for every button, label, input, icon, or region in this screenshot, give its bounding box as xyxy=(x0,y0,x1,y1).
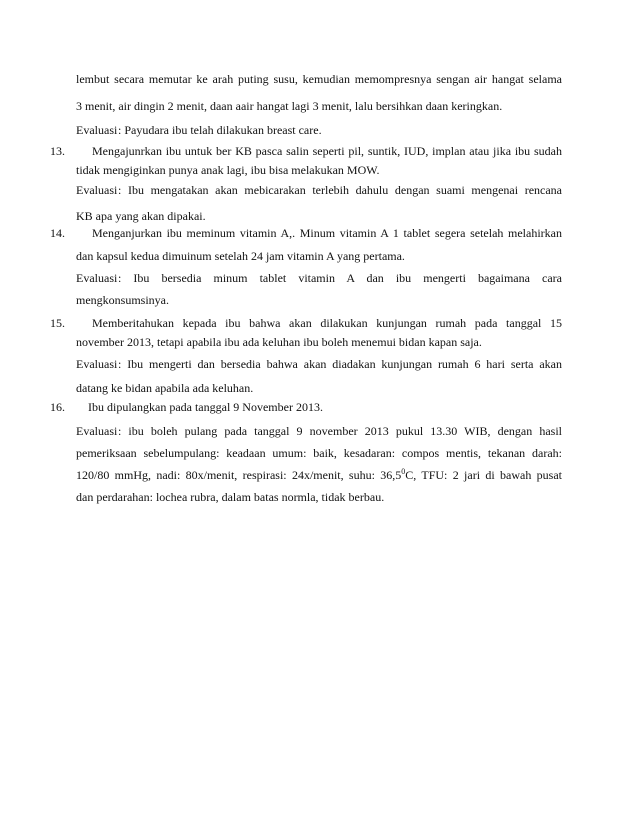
evaluasi-text: : Ibu mengerti dan bersedia bahwa akan diadakan kunjungan rumah 6 hari serta akan xyxy=(118,357,562,371)
body-line: november 2013, tetapi apabila ibu ada keluhan ibu boleh menemui bidan kapan saja. xyxy=(76,335,482,349)
evaluasi-text: : Ibu bersedia minum tablet vitamin A dan ibu mengerti bagaimana cara xyxy=(118,271,562,285)
item-number: 16. xyxy=(50,400,65,414)
item-number: 15. xyxy=(50,316,65,330)
evaluasi-label: Evaluasi xyxy=(76,424,118,438)
evaluasi-text: : ibu boleh pulang pada tanggal 9 november 2013 pukul 13.30 WIB, dengan hasil xyxy=(118,424,562,438)
evaluasi-label: Evaluasi xyxy=(76,123,118,137)
body-line: 3 menit, air dingin 2 menit, daan aair hangat lagi 3 menit, lalu bersihkan daan keringkan. xyxy=(76,99,503,113)
evaluasi-text: : Payudara ibu telah dilakukan breast care. xyxy=(118,123,322,137)
body-line: tidak mengiginkan punya anak lagi, ibu bisa melakukan MOW. xyxy=(76,163,380,177)
evaluasi-label: Evaluasi xyxy=(76,357,118,371)
body-line: Memberitahukan kepada ibu bahwa akan dilakukan kunjungan rumah pada tanggal 15 xyxy=(92,316,562,330)
evaluasi-label: Evaluasi xyxy=(76,183,118,197)
evaluasi-continuation: KB apa yang akan dipakai. xyxy=(76,209,206,223)
body-line: lembut secara memutar ke arah puting susu, kemudian memompresnya sengan air hangat selama xyxy=(76,72,562,86)
evaluasi-text: : Ibu mengatakan akan mebicarakan terlebih dahulu dengan suami mengenai rencana xyxy=(118,183,562,197)
body-line: Ibu dipulangkan pada tanggal 9 November 2013. xyxy=(88,400,323,414)
body-line: Mengajunrkan ibu untuk ber KB pasca salin seperti pil, suntik, IUD, implan atau jika ibu sudah xyxy=(92,144,562,158)
evaluasi-continuation: dan perdarahan: lochea rubra, dalam batas normla, tidak berbau. xyxy=(76,490,385,504)
vitals-text: 120/80 mmHg, nadi: 80x/menit, respirasi: 24x/menit, suhu: 36,5 xyxy=(76,468,402,482)
evaluasi-continuation: pemeriksaan sebelumpulang: keadaan umum: baik, kesadaran: compos mentis, tekanan darah: xyxy=(76,446,562,460)
item-number: 13. xyxy=(50,144,65,158)
evaluasi-continuation: mengkonsumsinya. xyxy=(76,293,169,307)
evaluasi-label: Evaluasi xyxy=(76,271,118,285)
item-number: 14. xyxy=(50,226,65,240)
evaluasi-continuation-vitals xyxy=(76,468,562,482)
evaluasi-continuation: datang ke bidan apabila ada keluhan. xyxy=(76,381,254,395)
degree-superscript: 0 xyxy=(401,468,406,476)
vitals-tail: C, TFU: 2 jari di bawah pusat xyxy=(405,468,562,482)
body-line: dan kapsul kedua dimuinum setelah 24 jam vitamin A yang pertama. xyxy=(76,249,405,263)
body-line: Menganjurkan ibu meminum vitamin A,. Minum vitamin A 1 tablet segera setelah melahirkan xyxy=(92,226,562,240)
